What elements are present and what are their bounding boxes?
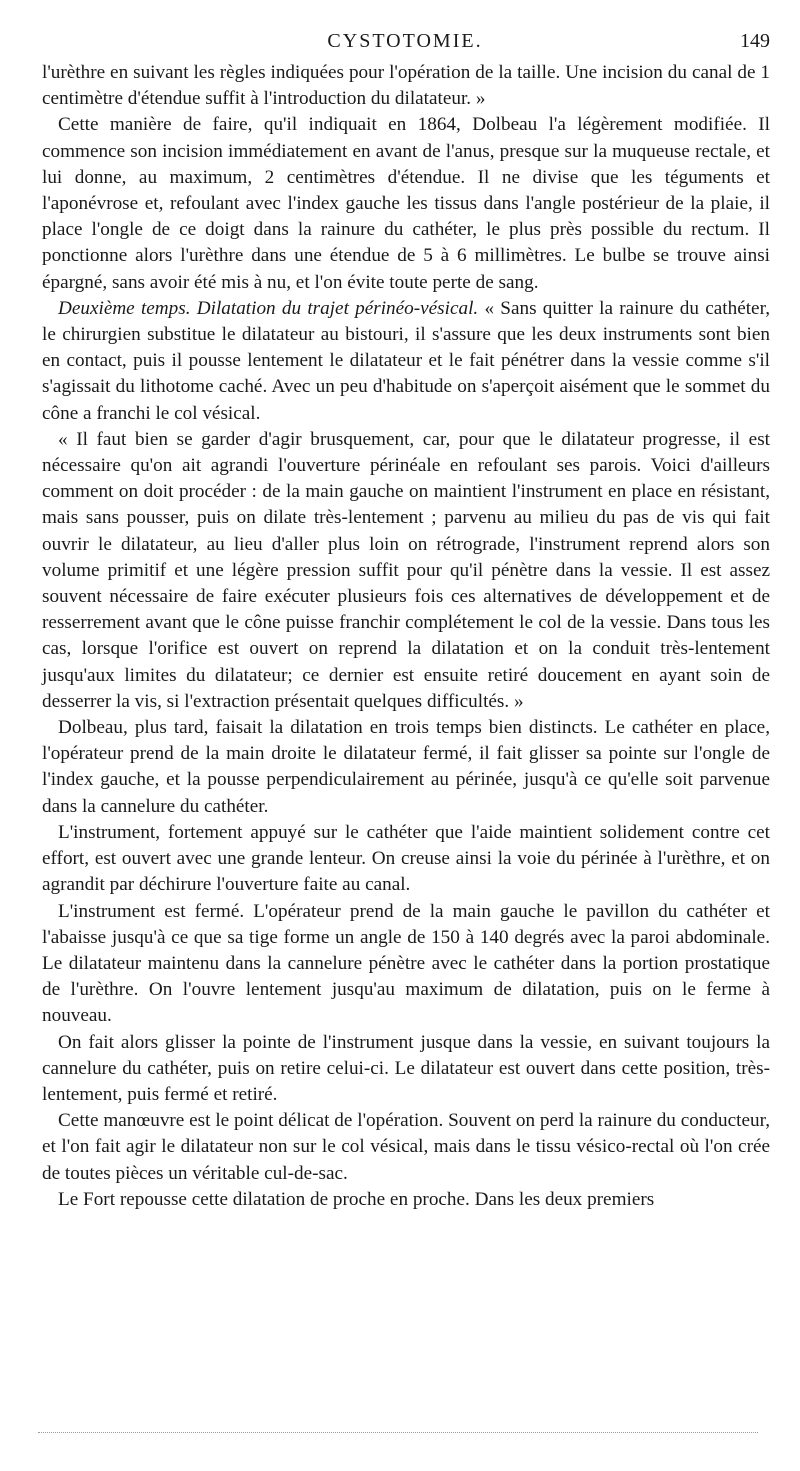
paragraph: On fait alors glisser la pointe de l'instrument jusque dans la vessie, en suivant toujours la cannelure du cathéter, puis on retire celui-ci. Le dilatateur est ouvert dans cette position, très-lentement, puis fermé et retiré. [42, 1031, 770, 1105]
paragraph: Cette manœuvre est le point délicat de l'opération. Souvent on perd la rainure du conducteur, et l'on fait agir le dilatateur non sur le col vésical, mais dans le tissu vésico-rectal où l'on crée de toutes pièces un véritable cul-de-sac. [42, 1110, 770, 1184]
paragraph: l'urèthre en suivant les règles indiquées pour l'opération de la taille. Une incision du canal de 1 centimètre d'étendue suffit à l'introduction du dilatateur. » [42, 62, 770, 110]
running-title: CYSTOTOMIE. [327, 30, 483, 52]
paragraph: Cette manière de faire, qu'il indiquait en 1864, Dolbeau l'a légèrement modifiée. Il commence son incision immédiatement en avant de l'anus, presque sur la muqueuse rectale, et lui donne, au maximum, 2 centimètres d'étendue. Il ne divise que les téguments et l'aponévrose et, refoulant avec l'index gauche les tissus dans l'angle postérieur de la plaie, il place l'ongle de ce doigt dans la rainure du cathéter, le plus près possible du rectum. Il ponctionne alors l'urèthre dans une étendue de 5 à 6 millimètres. Le bulbe se trouve ainsi épargné, sans avoir été mis à nu, et l'on évite toute perte de sang. [42, 114, 770, 293]
body-text [42, 60, 770, 1213]
section-paragraph [42, 296, 770, 427]
paragraph: L'instrument, fortement appuyé sur le cathéter que l'aide maintient solidement contre cet effort, est ouvert avec une grande lenteur. On creuse ainsi la voie du périnée à l'urèthre, et on agrandit par déchirure l'ouverture faite au canal. [42, 821, 770, 896]
paragraph: « Il faut bien se garder d'agir brusquement, car, pour que le dilatateur progresse, il est nécessaire qu'on ait agrandi l'ouverture périnéale en refoulant ses parois. Voici d'ailleurs comment on doit procéder : de la main gauche on maintient l'instrument en place en résistant, mais sans pousser, puis on dilate très-lentement ; parvenu au milieu du pas de vis qui fait ouvrir le dilatateur, au lieu d'aller plus loin on rétrograde, l'instrument reprend alors son volume primitif et une légère pression suffit pour qu'il pénètre dans la vessie. Il est assez souvent nécessaire de faire exécuter plusieurs fois ces alternatives de développement et de resserrement avant que le cône puisse franchir complétement le col de la vessie. Dans tous les cas, lorsque l'orifice est ouvert on reprend la dilatation et on la conduit très-lentement jusqu'aux limites du dilatateur; ce dernier est ensuite retiré doucement en ayant soin de desserrer la vis, si l'extraction présentait quelques difficultés. » [42, 428, 770, 712]
paragraph-text: « Sans quitter la rainure du cathéter, le chirurgien substitue le dilatateur au bistouri, il s'assure que les deux instruments sont bien en contact, puis il pousse lentement le dilatateur et le fait pénétrer dans la vessie comme s'il s'agissait du lithotome caché. Avec un peu d'habitude on s'aperçoit aisément que le sommet du cône a franchi le col vésical. [42, 297, 770, 424]
section-heading: Deuxième temps. Dilatation du trajet périnéo-vésical. [58, 297, 479, 319]
paragraph: Le Fort repousse cette dilatation de proche en proche. Dans les deux premiers [58, 1188, 655, 1210]
footer-rule [38, 1432, 758, 1433]
page-number: 149 [740, 30, 770, 52]
paragraph: L'instrument est fermé. L'opérateur prend de la main gauche le pavillon du cathéter et l'abaisse jusqu'à ce que sa tige forme un angle de 150 à 140 degrés avec la paroi abdominale. Le dilatateur maintenu dans la cannelure pénètre avec le cathéter dans la portion prostatique de l'urèthre. On l'ouvre lentement jusqu'au maximum de dilatation, puis on le ferme à nouveau. [42, 900, 770, 1027]
page-header [40, 30, 770, 60]
paragraph: Dolbeau, plus tard, faisait la dilatation en trois temps bien distincts. Le cathéter en place, l'opérateur prend de la main droite le dilatateur fermé, il fait glisser sa pointe sur l'ongle de l'index gauche, et la pousse perpendiculairement au périnée, jusqu'à ce qu'elle soit parvenue dans la cannelure du cathéter. [42, 717, 770, 817]
